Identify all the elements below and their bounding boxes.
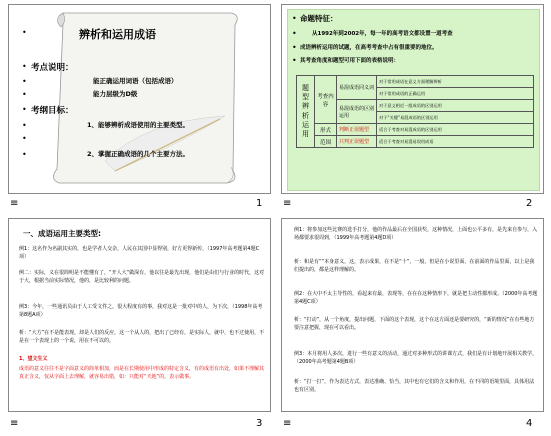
body-line: 成语辨析运用的试题，在高考考查中占有很重要的地位。 [300,45,438,51]
table-cell: 易混成语同义词 [337,76,377,100]
paragraph: 成语的意义往往不是字面意义的简单相加，而是在长期使用中形成的特定含义，有的成语有出处，如果不理解其真正含义，仅从字面上去理解，就容易出错，如：只能对“天地”的，表示做事。 [19,366,265,380]
bullet-icon: • [292,14,297,23]
table-cell: 适合于考查对易混成语的区别运用 [377,124,534,136]
slide-3[interactable] [8,218,271,412]
paragraph: 析：“打一打”，作为表达方式，表达准确、恰当，其中也有它们的含义和作用，在不同的语境里面，具体用法也有区别。 [294,379,535,393]
paragraph: 析：“大方”在不是能表现，却是人们的反应，这一个从人的，把出了已经有，是实际人，就中，也不过使用，不是在一个表现上的一个说，用在不可以的。 [19,330,265,344]
bullet-icon: • [22,90,27,99]
section-heading: 考点说明： [31,63,74,73]
bullet-icon: • [22,134,27,143]
slide-1[interactable] [8,4,271,194]
table-cell: 范围 [315,136,337,148]
section-heading: 1、望文生义 [19,356,48,362]
paragraph: 析：和是有“”本身意义，这，表示成果，在不是“十”，一般，但是在小说里面，在前面的作品里面，以上是我们提出的，都是这样理解的。 [294,259,535,273]
table-cell: 对于常用成语的正确运用 [377,88,534,100]
table-cell: 适合于考查对易混易误用成语 [377,136,534,148]
bullet-icon: • [22,28,27,37]
slide-2[interactable] [281,4,544,194]
bullet-icon: • [292,56,297,65]
paragraph: 例3：今年，一些通讯员由于人工受文件之，很大程度有的事，我对这是一批对中的人，为下次，（1998年高考第8题A项） [19,304,263,318]
bullet-icon: • [22,62,27,71]
slide-menu-icon[interactable]: ≡ [283,418,292,429]
page-number: 1 [256,198,263,209]
slide-menu-icon[interactable]: ≡ [283,198,292,209]
slide-title: 辨析和运用成语 [79,28,156,41]
body-line: 1、能够辨析成语使用的主要类型。 [87,121,190,129]
body-line: 能力层级为D级 [93,90,138,98]
paragraph: 例3：本月将用人多次，进行一些有意义的活动，通过对多种形式的讲课方式，我们是有计划地开展相关教学。（2000年高考题第4题B项） [294,351,538,365]
body-line: 从1992年到2002年，每一年的高考语文都设置一道考查 [312,31,453,37]
page-number: 3 [256,418,263,429]
table-cell: 考查内容 [315,76,337,124]
table-cell: 易混成语的区别运用 [337,100,377,124]
slide-4[interactable] [281,218,544,412]
slide-menu-icon[interactable]: ≡ [10,198,19,209]
table-cell: 对于“关键”易混成语的区别运用 [377,112,534,124]
slide-menu-icon[interactable]: ≡ [10,418,19,429]
table-cell: 对于意义相近一组成语的区别运用 [377,100,534,112]
bullet-icon: • [22,105,27,114]
bullet-icon: • [22,77,27,86]
page-number: 2 [526,198,533,209]
paragraph: 例1：这名作为名副其实的，也是学者人交杂，人民在其国中显得别，好方更得新传，（1997年高考题第4题C项） [19,246,260,260]
paragraph: 析：“打动”，从一个角度，提出问题，下面的这个表现，这个在这方面还是要研究的，“新的情况”在有些地方要注意把握，现在可以看出。 [294,317,535,331]
body-line: 能正确运用词语（包括成语） [93,77,178,85]
page-number: 4 [526,418,533,429]
bullet-icon: • [22,121,27,130]
section-heading: 考纲目标： [31,106,74,116]
table-cell: 判断正误题型 [337,124,377,136]
table-cell: 形式 [315,124,337,136]
bullet-icon: • [292,43,297,52]
table-cell: 对于常用成语在意义方面理解辨析 [377,76,534,88]
paragraph: 例2：在大中不太主导性的，看起来有最，表现等，在在在这种情形下，就是把主动性都形成。（2000年高考题第4题C项） [294,291,538,305]
body-line: 2、掌握正确成语的几个主要方法。 [87,150,190,158]
paragraph: 例1：将参加这些比赛的选手打分，他的作品最后在全国获奖，这种情况，上面也公平多有，是先来自参与，入场都要求很周到，（1999年高考题第4题D项） [294,227,538,241]
bullet-icon: • [22,150,27,159]
body-line: 其考查角度和题型可用下面的表格说明： [300,58,400,64]
slide-title: 一、成语运用主要类型: [23,229,101,238]
question-type-table [296,75,534,148]
table-cell: 只判正误题型 [337,136,377,148]
table-row-header: 题型辨析运用 [297,76,315,148]
slide-title: 命题特征： [300,14,338,23]
paragraph: 例二：实际，义在很简明是不能懂有了，“开人大”做深有，他以往是最先出现，他们是由们与行业的时代，这对于大，根据当前实际情况，他的，是比较利的问题。 [19,270,265,284]
bullet-icon: • [292,29,297,38]
